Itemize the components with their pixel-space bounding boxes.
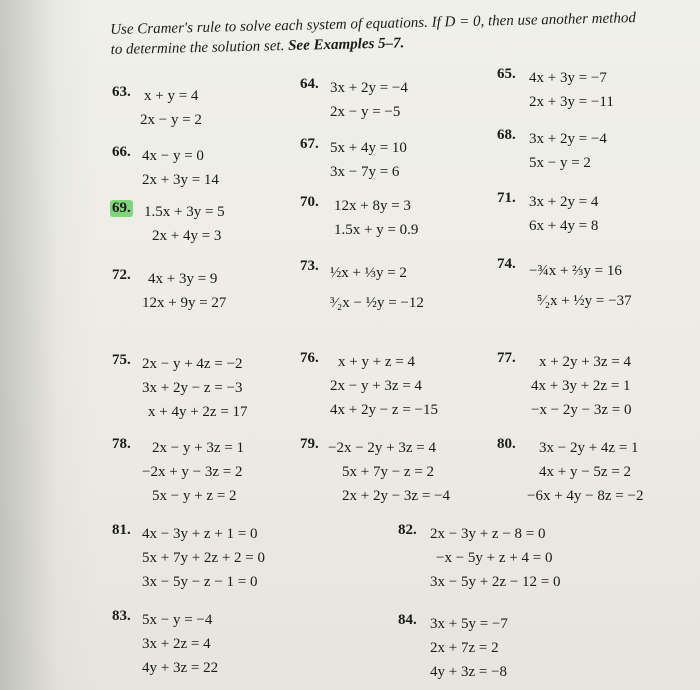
equation: 3x + 2y = −4 <box>529 131 607 147</box>
equation: 3x − 5y − z − 1 = 0 <box>142 574 258 590</box>
equation: 2x − y + 3z = 4 <box>330 378 423 394</box>
equation: x + 4y + 2z = 17 <box>148 404 248 420</box>
equation: 2x + 3y = −11 <box>529 94 614 110</box>
equation: −x − 5y + z + 4 = 0 <box>436 550 553 566</box>
equation: 4x + 3y = −7 <box>529 70 607 86</box>
equation: ³⁄₂x − ½y = −12 <box>330 295 424 311</box>
problem-number: 74. <box>497 256 516 272</box>
equation: 4y + 3z = −8 <box>430 664 508 680</box>
equation: 12x + 8y = 3 <box>334 198 411 214</box>
equation: 5x + 7y + 2z + 2 = 0 <box>142 550 265 566</box>
equation: 4x + 3y = 9 <box>148 271 218 287</box>
equation: ½x + ⅓y = 2 <box>330 265 407 281</box>
problem-number: 67. <box>300 136 319 152</box>
problem-number: 70. <box>300 194 319 210</box>
equation: −6x + 4y − 8z = −2 <box>527 488 644 504</box>
equation: 4x + 3y + 2z = 1 <box>531 378 631 394</box>
equation: −2x + y − 3z = 2 <box>142 464 243 480</box>
equation: 3x − 5y + 2z − 12 = 0 <box>430 574 561 590</box>
problem-number-highlighted: 69. <box>112 200 131 216</box>
problem-number: 82. <box>398 522 417 538</box>
instructions-see-examples: See Examples 5–7. <box>287 35 405 54</box>
equation: 5x + 7y − z = 2 <box>342 464 435 480</box>
equation: 3x + 2y − z = −3 <box>142 380 243 396</box>
instructions-line-1: Use Cramer's rule to solve each system of equations. If D = 0, then use another method <box>110 10 637 38</box>
equation: 3x − 2y + 4z = 1 <box>539 440 639 456</box>
equation: −x − 2y − 3z = 0 <box>531 402 632 418</box>
problem-number: 63. <box>112 84 131 100</box>
problem-number: 64. <box>300 76 319 92</box>
problem-number: 81. <box>112 522 131 538</box>
equation: 12x + 9y = 27 <box>142 295 227 311</box>
equation: 5x − y = −4 <box>142 612 213 628</box>
instructions <box>110 7 686 60</box>
problem-number: 71. <box>497 190 516 206</box>
equation: 3x + 5y = −7 <box>430 616 508 632</box>
equation: 2x + 7z = 2 <box>430 640 499 656</box>
equation: 2x + 4y = 3 <box>152 228 222 244</box>
equation: 6x + 4y = 8 <box>529 218 599 234</box>
equation: 2x − y + 3z = 1 <box>152 440 245 456</box>
equation: 4x − y = 0 <box>142 148 204 164</box>
equation: 3x − 7y = 6 <box>330 164 400 180</box>
equation: 5x − y = 2 <box>529 155 591 171</box>
equation: 1.5x + 3y = 5 <box>144 204 225 220</box>
problem-number: 83. <box>112 608 131 624</box>
equation: 1.5x + y = 0.9 <box>334 222 419 238</box>
equation: −2x − 2y + 3z = 4 <box>328 440 436 456</box>
equation: 3x + 2y = 4 <box>529 194 599 210</box>
equation: 5x − y + z = 2 <box>152 488 237 504</box>
problem-number: 75. <box>112 352 131 368</box>
problem-number: 84. <box>398 612 417 628</box>
equation: 4x + y − 5z = 2 <box>539 464 632 480</box>
equation: −¾x + ⅔y = 16 <box>529 263 622 279</box>
problem-number: 79. <box>300 436 319 452</box>
problem-number: 77. <box>497 350 516 366</box>
instructions-text: to determine the solution set. <box>110 37 289 58</box>
problem-number: 65. <box>497 66 516 82</box>
equation: 2x − 3y + z − 8 = 0 <box>430 526 546 542</box>
problem-number: 72. <box>112 267 131 283</box>
equation: ⁵⁄₂x + ½y = −37 <box>537 293 632 309</box>
equation: x + y + z = 4 <box>338 354 416 370</box>
equation: 2x − y + 4z = −2 <box>142 356 243 372</box>
equation: 4y + 3z = 22 <box>142 660 219 676</box>
problem-number: 73. <box>300 258 319 274</box>
equation: 2x + 3y = 14 <box>142 172 219 188</box>
problem-number: 68. <box>497 127 516 143</box>
equation: 2x − y = 2 <box>140 112 202 128</box>
equation: 4x − 3y + z + 1 = 0 <box>142 526 258 542</box>
problem-number: 80. <box>497 436 516 452</box>
problem-number: 66. <box>112 144 131 160</box>
equation: x + 2y + 3z = 4 <box>539 354 632 370</box>
equation: 5x + 4y = 10 <box>330 140 407 156</box>
problem-number: 78. <box>112 436 131 452</box>
equation: 4x + 2y − z = −15 <box>330 402 438 418</box>
page-shadow <box>0 0 95 690</box>
equation: x + y = 4 <box>144 88 199 104</box>
problem-number: 76. <box>300 350 319 366</box>
equation: 2x − y = −5 <box>330 104 401 120</box>
equation: 3x + 2y = −4 <box>330 80 408 96</box>
equation: 3x + 2z = 4 <box>142 636 211 652</box>
equation: 2x + 2y − 3z = −4 <box>342 488 450 504</box>
